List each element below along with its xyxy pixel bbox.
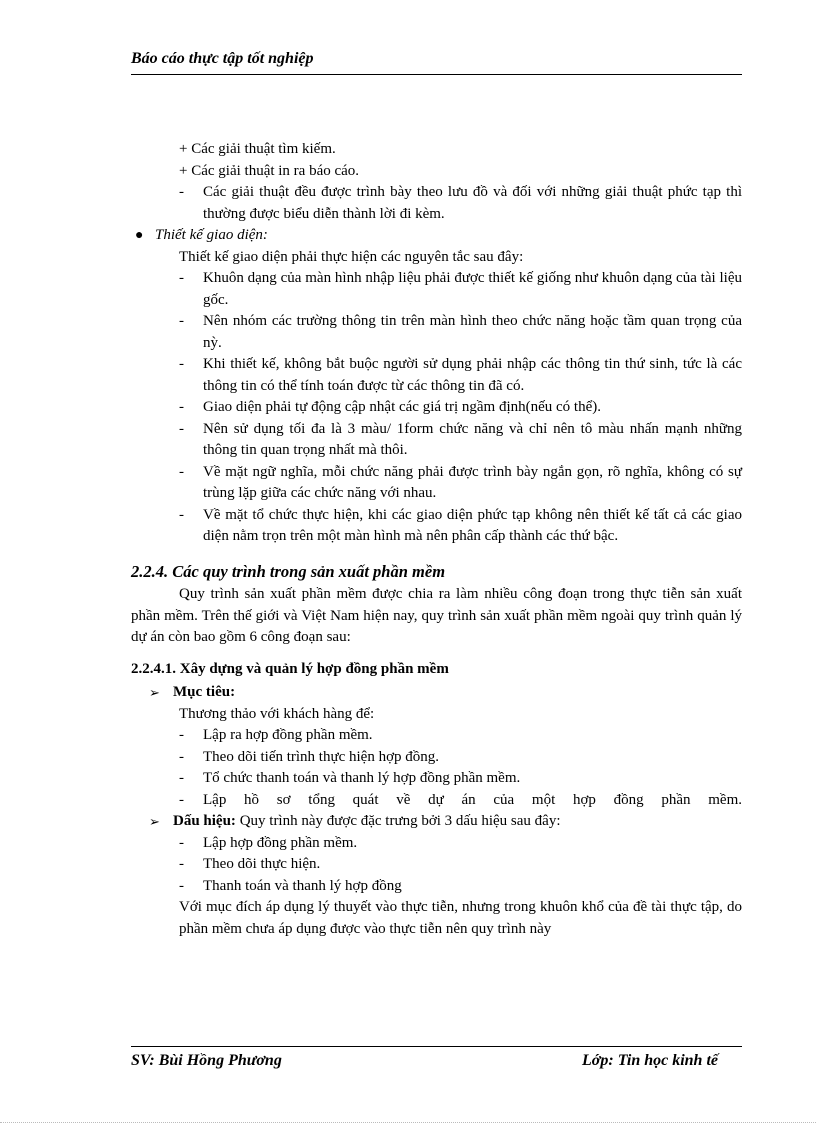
- list-item: - Về mặt tổ chức thực hiện, khi các giao diện phức tạp không nên thiết kế tất cả các giao diện nằm trọn trên một màn hình mà nên phân cấp thành các thứ bậc.: [179, 505, 742, 548]
- list-item: - Giao diện phải tự động cập nhật các giá trị ngầm định(nếu có thể).: [179, 397, 742, 419]
- list-item: + Các giải thuật in ra báo cáo.: [179, 162, 360, 179]
- dash-marker: -: [179, 834, 184, 851]
- arrow-bullet-icon: ➢: [149, 685, 160, 700]
- arrow-bullet-icon: ➢: [149, 814, 160, 829]
- header-divider: [131, 74, 742, 75]
- section-heading-2-2-4: 2.2.4. Các quy trình trong sản xuất phần mềm: [131, 561, 446, 581]
- dash-marker: -: [179, 877, 184, 894]
- list-item: - Khuôn dạng của màn hình nhập liệu phải được thiết kế giống như khuôn dạng của tài liệu gốc.: [179, 268, 742, 311]
- list-item: - Lập hồ sơ tổng quát về dự án của một hợp đồng phần mềm.: [179, 790, 742, 812]
- list-item: - Theo dõi thực hiện.: [179, 854, 742, 876]
- list-item: - Nên nhóm các trường thông tin trên màn hình theo chức năng hoặc tầm quan trọng của nỳ.: [179, 311, 742, 354]
- goal-heading: ➢ Mục tiêu:: [149, 682, 742, 704]
- bullet-icon: ●: [135, 228, 144, 243]
- list-item: - Lập ra hợp đồng phần mềm.: [179, 725, 742, 747]
- dash-marker: -: [179, 399, 184, 415]
- dash-marker: -: [179, 791, 184, 808]
- list-item: + Các giải thuật tìm kiếm.: [179, 141, 336, 157]
- document-body: [131, 139, 742, 940]
- dash-marker: -: [179, 313, 184, 329]
- dash-marker: -: [179, 184, 184, 200]
- footer-divider: [131, 1046, 742, 1047]
- dash-marker: -: [179, 727, 184, 743]
- list-item: - Các giải thuật đều được trình bày theo lưu đồ và đối với những giải thuật phức tạp thì thường được biểu diễn thành lời đi kèm.: [179, 182, 742, 225]
- ui-design-intro: Thiết kế giao diện phải thực hiện các nguyên tắc sau đây:: [179, 248, 524, 265]
- footer-student: SV: Bùi Hồng Phương: [131, 1052, 282, 1069]
- list-item: - Nên sử dụng tối đa là 3 màu/ 1form chức năng và chỉ nên tô màu nhấn mạnh những thông tin quan trọng nhất mà thôi.: [179, 419, 742, 462]
- dash-marker: -: [179, 420, 184, 437]
- closing-paragraph: Với mục đích áp dụng lý thuyết vào thực tiễn, nhưng trong khuôn khổ của đề tài thực tập, do phần mềm chưa áp dụng được vào thực tiễn nên quy trình này: [179, 899, 742, 937]
- dash-marker: -: [179, 506, 184, 523]
- list-item: - Khi thiết kế, không bắt buộc người sử dụng phải nhập các thông tin thứ sinh, tức là các thông tin có thể tính toán được từ các thông tin đã có.: [179, 354, 742, 397]
- list-item: - Tổ chức thanh toán và thanh lý hợp đồng phần mềm.: [179, 768, 742, 790]
- dash-marker: -: [179, 356, 184, 372]
- list-item: - Theo dõi tiến trình thực hiện hợp đồng.: [179, 747, 742, 769]
- sign-heading: ➢ Dấu hiệu: Quy trình này được đặc trưng bởi 3 dấu hiệu sau đây:: [149, 811, 742, 833]
- footer-class: Lớp: Tin học kinh tế: [582, 1052, 718, 1069]
- dash-marker: -: [179, 770, 184, 786]
- section-paragraph: Quy trình sản xuất phần mềm được chia ra làm nhiều công đoạn trong thực tiễn sản xuất phần mềm. Trên thế giới và Việt Nam hiện nay, quy trình sản xuất phần mềm ngoài quy trình quản lý dự án còn bao gồm 6 công đoạn sau:: [131, 586, 742, 645]
- dash-marker: -: [179, 856, 184, 872]
- list-item: - Thanh toán và thanh lý hợp đồng: [179, 876, 742, 898]
- page-header-title: Báo cáo thực tập tốt nghiệp: [131, 50, 314, 67]
- subsection-heading-2-2-4-1: 2.2.4.1. Xây dựng và quản lý hợp đồng phần mềm: [131, 660, 449, 677]
- ui-design-heading: ● Thiết kế giao diện:: [135, 225, 742, 247]
- dash-marker: -: [179, 463, 184, 480]
- list-item: - Về mặt ngữ nghĩa, mỗi chức năng phải được trình bày ngắn gọn, rõ nghĩa, không có sự trùng lặp giữa các chức năng với nhau.: [179, 462, 742, 505]
- dash-marker: -: [179, 748, 184, 765]
- dash-marker: -: [179, 270, 184, 286]
- list-item: - Lập hợp đồng phần mềm.: [179, 833, 742, 855]
- goal-intro: Thương thảo với khách hàng để:: [179, 705, 375, 722]
